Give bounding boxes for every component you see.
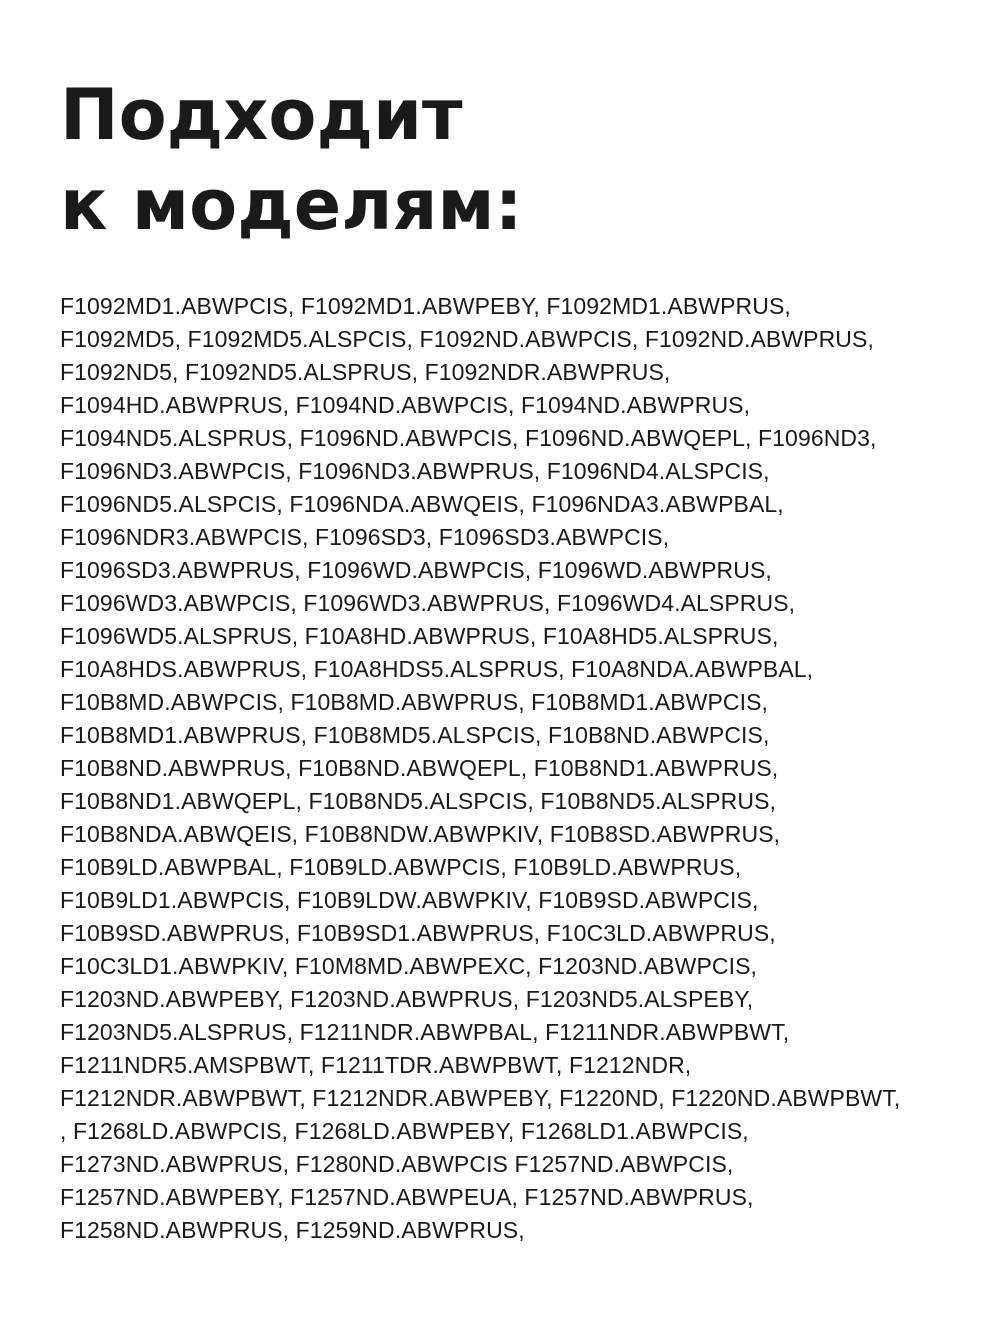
model-list-line: F10B8NDA.ABWQEIS, F10B8NDW.ABWPKIV, F10B8SD.ABWPRUS, <box>60 821 781 847</box>
page-title <box>60 70 990 250</box>
model-list-line: F1096NDR3.ABWPCIS, F1096SD3, F1096SD3.ABWPCIS, <box>60 524 670 550</box>
model-list-line: F1096WD3.ABWPCIS, F1096WD3.ABWPRUS, F1096WD4.ALSPRUS, <box>60 590 796 616</box>
model-list-line: F1212NDR.ABWPBWT, F1212NDR.ABWPEBY, F1220ND, F1220ND.ABWPBWT, <box>60 1085 901 1111</box>
page-title-line-2: к моделям: <box>60 164 523 246</box>
model-list-line: F10A8HDS.ABWPRUS, F10A8HDS5.ALSPRUS, F10A8NDA.ABWPBAL, <box>60 656 814 682</box>
model-list-line: F1258ND.ABWPRUS, F1259ND.ABWPRUS, <box>60 1217 525 1243</box>
model-list-line: F1203ND.ABWPEBY, F1203ND.ABWPRUS, F1203ND5.ALSPEBY, <box>60 986 754 1012</box>
model-list-line: F1092MD1.ABWPCIS, F1092MD1.ABWPEBY, F1092MD1.ABWPRUS, <box>60 293 791 319</box>
model-list-line: F1096SD3.ABWPRUS, F1096WD.ABWPCIS, F1096WD.ABWPRUS, <box>60 557 772 583</box>
model-list-line: F10C3LD1.ABWPKIV, F10M8MD.ABWPEXC, F1203ND.ABWPCIS, <box>60 953 758 979</box>
model-list-line: F1094ND5.ALSPRUS, F1096ND.ABWPCIS, F1096ND.ABWQEPL, F1096ND3, <box>60 425 877 451</box>
model-list-line: F10B9LD.ABWPBAL, F10B9LD.ABWPCIS, F10B9LD.ABWPRUS, <box>60 854 742 880</box>
model-list-line: F1092ND5, F1092ND5.ALSPRUS, F1092NDR.ABWPRUS, <box>60 359 671 385</box>
model-list-line: F1096ND3.ABWPCIS, F1096ND3.ABWPRUS, F1096ND4.ALSPCIS, <box>60 458 770 484</box>
model-list-line: F10B8MD.ABWPCIS, F10B8MD.ABWPRUS, F10B8MD1.ABWPCIS, <box>60 689 769 715</box>
model-list-line: F10B9SD.ABWPRUS, F10B9SD1.ABWPRUS, F10C3LD.ABWPRUS, <box>60 920 776 946</box>
page-title-line-1: Подходит <box>60 74 463 156</box>
document-page <box>60 70 990 1247</box>
model-list-line: F1203ND5.ALSPRUS, F1211NDR.ABWPBAL, F1211NDR.ABWPBWT, <box>60 1019 790 1045</box>
model-list-line: F10B9LD1.ABWPCIS, F10B9LDW.ABWPKIV, F10B9SD.ABWPCIS, <box>60 887 759 913</box>
model-list <box>60 290 990 1247</box>
model-list-line: F10B8ND.ABWPRUS, F10B8ND.ABWQEPL, F10B8ND1.ABWPRUS, <box>60 755 779 781</box>
model-list-line: F1273ND.ABWPRUS, F1280ND.ABWPCIS F1257ND.ABWPCIS, <box>60 1151 734 1177</box>
model-list-line: F1096ND5.ALSPCIS, F1096NDA.ABWQEIS, F1096NDA3.ABWPBAL, <box>60 491 784 517</box>
model-list-line: F1257ND.ABWPEBY, F1257ND.ABWPEUA, F1257ND.ABWPRUS, <box>60 1184 754 1210</box>
model-list-line: F1096WD5.ALSPRUS, F10A8HD.ABWPRUS, F10A8HD5.ALSPRUS, <box>60 623 779 649</box>
model-list-line: F1094HD.ABWPRUS, F1094ND.ABWPCIS, F1094ND.ABWPRUS, <box>60 392 751 418</box>
model-list-line: F10B8MD1.ABWPRUS, F10B8MD5.ALSPCIS, F10B8ND.ABWPCIS, <box>60 722 770 748</box>
model-list-line: F10B8ND1.ABWQEPL, F10B8ND5.ALSPCIS, F10B8ND5.ALSPRUS, <box>60 788 777 814</box>
model-list-line: F1211NDR5.AMSPBWT, F1211TDR.ABWPBWT, F1212NDR, <box>60 1052 692 1078</box>
model-list-line: F1092MD5, F1092MD5.ALSPCIS, F1092ND.ABWPCIS, F1092ND.ABWPRUS, <box>60 326 874 352</box>
model-list-line: , F1268LD.ABWPCIS, F1268LD.ABWPEBY, F1268LD1.ABWPCIS, <box>60 1118 749 1144</box>
